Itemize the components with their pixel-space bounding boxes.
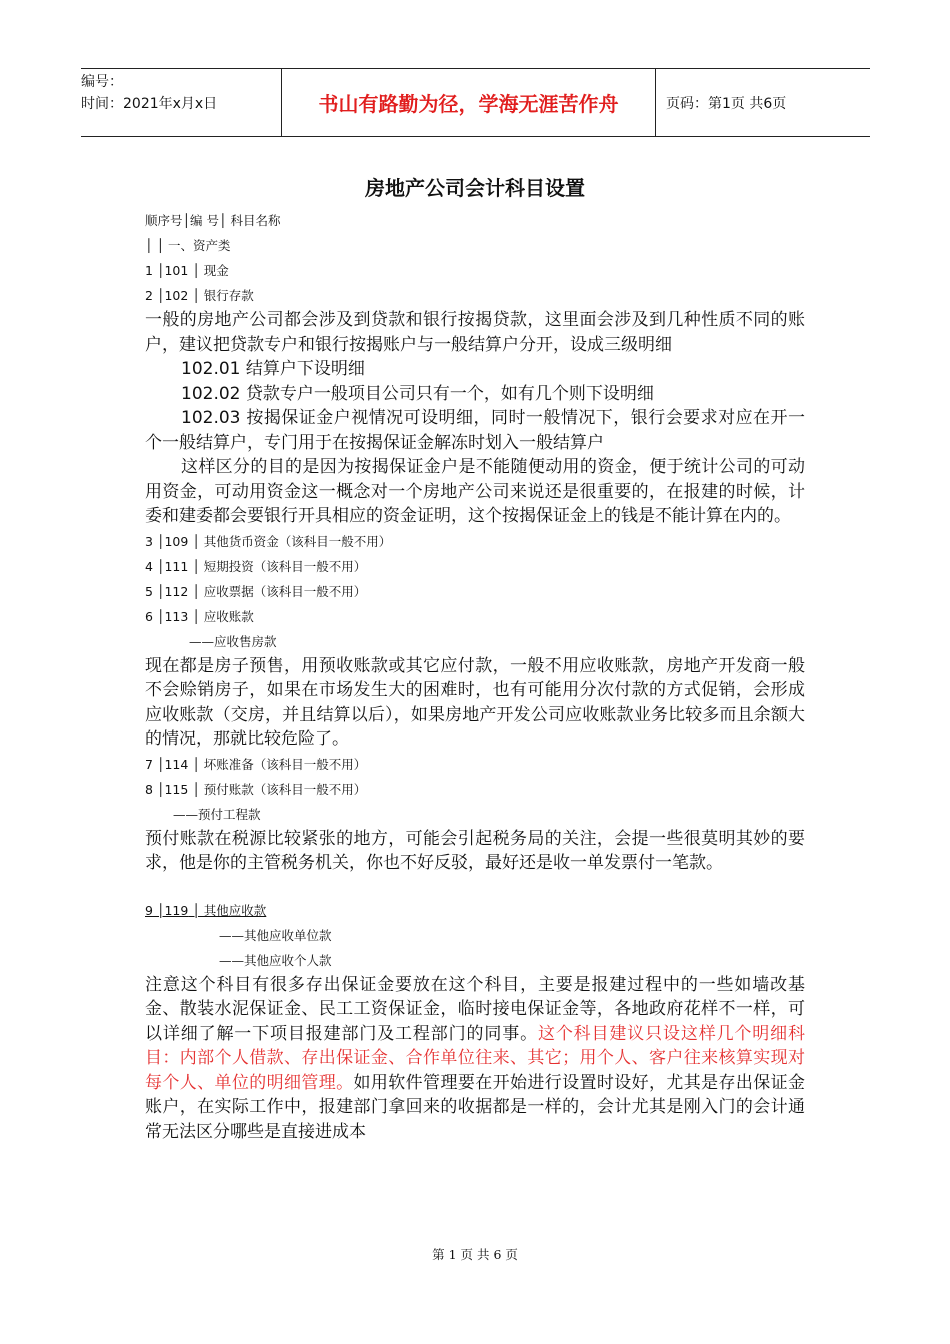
paragraph: 一般的房地产公司都会涉及到贷款和银行按揭贷款，这里面会涉及到几种性质不同的账户，建议把贷款专户和银行按揭账户与一般结算户分开，设成三级明细	[145, 310, 805, 355]
detail-line: ——其他应收单位款	[219, 927, 332, 943]
account-line: 2 │102 │ 银行存款	[145, 288, 254, 303]
detail-line: ——应收售房款	[189, 633, 277, 649]
detail-line: ——其他应收个人款	[219, 952, 332, 968]
document-body	[145, 208, 805, 1144]
header-motto: 书山有路勤为径，学海无涯苦作舟	[318, 92, 619, 116]
sub-account-line: 102.02 贷款专户一般项目公司只有一个，如有几个则下设明细	[181, 383, 654, 404]
page-footer: 第 1 页 共 6 页	[432, 1247, 518, 1262]
paragraph: 这样区分的目的是因为按揭保证金户是不能随便动用的资金，便于统计公司的可动用资金，可动用资金这一概念对一个房地产公司来说还是很重要的，在报建的时候，计委和建委都会要银行开具相应的资金证明，这个按揭保证金上的钱是不能计算在内的。	[145, 457, 805, 526]
table-header-line: 顺序号│编 号│ 科目名称	[145, 213, 281, 228]
document-header	[81, 68, 870, 137]
header-date: 时间：2021年x月x日	[81, 96, 218, 112]
account-line: 3 │109 │ 其他货币资金（该科目一般不用）	[145, 533, 392, 549]
sub-account-line: 102.03 按揭保证金户视情况可设明细，同时一般情况下，银行会要求对应在开一个一般结算户，专门用于在按揭保证金解冻时划入一般结算户	[145, 408, 805, 453]
header-meta	[81, 69, 281, 136]
account-line: 8 │115 │ 预付账款（该科目一般不用）	[145, 781, 367, 797]
account-line: 5 │112 │ 应收票据（该科目一般不用）	[145, 583, 367, 599]
detail-line: ——预付工程款	[173, 806, 261, 822]
highlighted-text: 这个科目建议只设这样几个明细科目：内部个人借款、存出保证金、合作单位往来、其它；用个人、客户往来核算实现对每个人、单位的明细管理。	[145, 1023, 806, 1093]
header-number: 编号：	[81, 74, 123, 90]
account-line: 1 │101 │ 现金	[145, 263, 229, 278]
paragraph: 预付账款在税源比较紧张的地方，可能会引起税务局的关注，会提一些很莫明其妙的要求，他是你的主管税务机关，你也不好反驳，最好还是收一单发票付一笔款。	[145, 828, 805, 873]
account-line: 4 │111 │ 短期投资（该科目一般不用）	[145, 558, 367, 574]
header-motto-cell	[281, 69, 656, 136]
account-line: 7 │114 │ 坏账准备（该科目一般不用）	[145, 756, 367, 772]
header-page-info: 页码：第1页 共6页	[666, 95, 787, 112]
paragraph: 注意这个科目有很多存出保证金要放在这个科目，主要是报建过程中的一些如墙改基金、散装水泥保证金、民工工资保证金，临时接电保证金等，各地政府花样不一样，可以详细了解一下项目报建部门及工程部门的同事。这个科目建议只设这样几个明细科目：内部个人借款、存出保证金、合作单位往来、其它；用个人、客户往来核算实现对每个人、单位的明细管理。如用软件管理要在开始进行设置时设好，尤其是存出保证金账户，在实际工作中，报建部门拿回来的收据都是一样的，会计尤其是刚入门的会计通常无法区分哪些是直接进成本	[145, 974, 806, 1142]
spacer	[145, 876, 805, 898]
account-line: 9 │119 │ 其他应收款	[145, 902, 267, 918]
sub-account-line: 102.01 结算户下设明细	[181, 359, 365, 379]
category-line: │ │ 一、资产类	[145, 238, 231, 253]
account-line: 6 │113 │ 应收账款	[145, 608, 254, 624]
document-title: 房地产公司会计科目设置	[365, 176, 585, 200]
paragraph: 现在都是房子预售，用预收账款或其它应付款，一般不用应收账款，房地产开发商一般不会赊销房子，如果在市场发生大的困难时，也有可能用分次付款的方式促销，会形成应收账款（交房，并且结算以后），如果房地产开发公司应收账款业务比较多而且余额大的情况，那就比较危险了。	[145, 655, 805, 749]
